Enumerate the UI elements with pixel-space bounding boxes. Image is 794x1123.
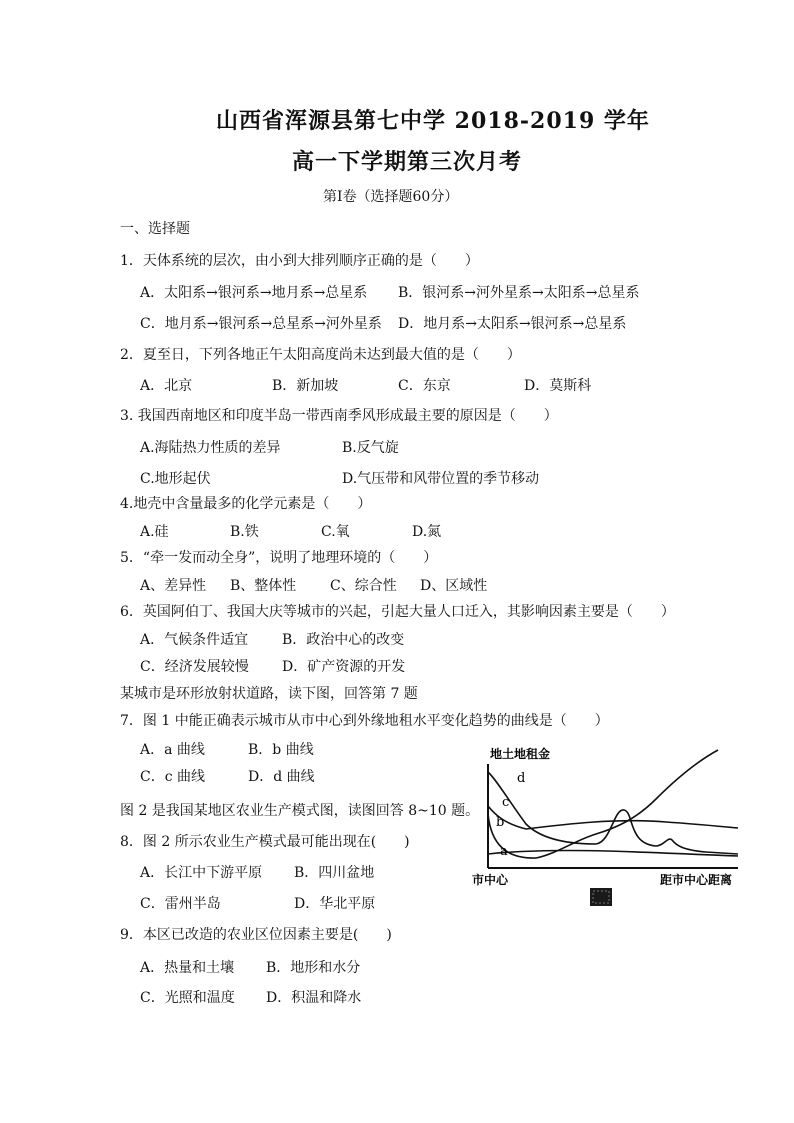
- question-7-stem: 7．图 1 中能正确表示城市从市中心到外缘地租水平变化趋势的曲线是（ ）: [120, 713, 609, 729]
- question-5-option-c: C、综合性: [330, 578, 397, 594]
- question-9-option-b: B．地形和水分: [266, 960, 361, 976]
- question-2-option-b: B．新加坡: [272, 378, 339, 394]
- curve-d-label: d: [517, 771, 526, 786]
- question-8-stem: 8．图 2 所示农业生产模式最可能出现在( ): [120, 834, 410, 850]
- question-2-option-a: A．北京: [140, 378, 193, 394]
- question-6-option-d: D．矿产资源的开发: [282, 659, 406, 675]
- question-4-option-d: D.氮: [412, 524, 442, 540]
- curve-c-label: c: [502, 795, 510, 810]
- curve-b-label: b: [496, 815, 505, 830]
- question-8-intro: 图 2 是我国某地区农业生产模式图，读图回答 8~10 题。: [120, 803, 480, 819]
- question-5-option-d: D、区域性: [420, 578, 488, 594]
- question-9-option-a: A．热量和土壤: [140, 960, 235, 976]
- question-2-stem: 2．夏至日，下列各地正午太阳高度尚未达到最大值的是（ ）: [120, 347, 521, 363]
- question-3-stem: 3. 我国西南地区和印度半岛一带西南季风形成最主要的原因是（ ）: [120, 408, 558, 424]
- question-4-option-c: C.氧: [321, 524, 350, 540]
- question-7-intro: 某城市是环形放射状道路，读下图，回答第 7 题: [120, 686, 418, 702]
- question-4-option-a: A.硅: [140, 524, 169, 540]
- question-5-option-a: A、差异性: [140, 578, 207, 594]
- document-title: 山西省浑源县第七中学 2018-2019 学年: [216, 108, 650, 134]
- question-9-option-c: C．光照和温度: [140, 990, 235, 1006]
- question-3-option-a: A.海陆热力性质的差异: [140, 440, 281, 456]
- question-2-option-c: C．东京: [398, 378, 451, 394]
- question-2-option-d: D．莫斯科: [524, 378, 592, 394]
- question-4-option-b: B.铁: [230, 524, 259, 540]
- question-6-option-c: C．经济发展较慢: [140, 659, 249, 675]
- question-3-option-c: C.地形起伏: [140, 471, 211, 487]
- question-1-option-b: B．银河系→河外星系→太阳系→总星系: [398, 285, 640, 301]
- rent-curve-diagram: [466, 744, 742, 914]
- question-7-option-c: C．c 曲线: [140, 769, 206, 785]
- x-origin-label: 市中心: [472, 873, 509, 887]
- question-4-stem: 4.地壳中含量最多的化学元素是（ ）: [120, 496, 372, 512]
- x-axis-label: 距市中心距离: [660, 873, 733, 887]
- question-3-option-b: B.反气旋: [342, 440, 399, 456]
- part-heading: 一、选择题: [120, 221, 190, 237]
- question-5-option-b: B、整体性: [230, 578, 297, 594]
- question-6-option-b: B．政治中心的改变: [282, 632, 405, 648]
- question-6-option-a: A．气候条件适宜: [140, 632, 249, 648]
- question-1-option-d: D．地月系→太阳系→银河系→总星系: [398, 316, 627, 332]
- question-6-stem: 6．英国阿伯丁、我国大庆等城市的兴起，引起大量人口迁入，其影响因素主要是（ ）: [120, 604, 675, 620]
- question-8-option-d: D．华北平原: [294, 896, 376, 912]
- question-8-option-c: C．雷州半岛: [140, 896, 221, 912]
- y-axis-label: 地土地租金: [490, 747, 551, 761]
- question-7-option-a: A．a 曲线: [140, 742, 205, 758]
- question-1-option-a: A．太阳系→银河系→地月系→总星系: [140, 285, 368, 301]
- question-7-option-d: D．d 曲线: [248, 769, 315, 785]
- question-8-option-b: B．四川盆地: [294, 865, 375, 881]
- question-7-option-b: B．b 曲线: [248, 742, 314, 758]
- question-9-stem: 9．本区已改造的农业区位因素主要是( ): [120, 927, 392, 943]
- document-subtitle: 高一下学期第三次月考: [292, 149, 523, 175]
- question-8-option-a: A．长江中下游平原: [140, 865, 263, 881]
- question-3-option-d: D.气压带和风带位置的季节移动: [342, 471, 540, 487]
- curve-c: [488, 806, 738, 829]
- section-heading: 第Ⅰ卷（选择题60分）: [323, 189, 459, 205]
- question-5-stem: 5．“牵一发而动全身”，说明了地理环境的（ ）: [120, 550, 438, 566]
- question-1-stem: 1．天体系统的层次，由小到大排列顺序正确的是（ ）: [120, 253, 479, 269]
- rent-curve-figure: [466, 744, 742, 914]
- curve-a-label: a: [500, 844, 508, 859]
- curve-b: [488, 750, 718, 858]
- question-1-option-c: C．地月系→银河系→总星系→河外星系: [140, 316, 382, 332]
- curve-d: [488, 772, 738, 854]
- question-9-option-d: D．积温和降水: [266, 990, 362, 1006]
